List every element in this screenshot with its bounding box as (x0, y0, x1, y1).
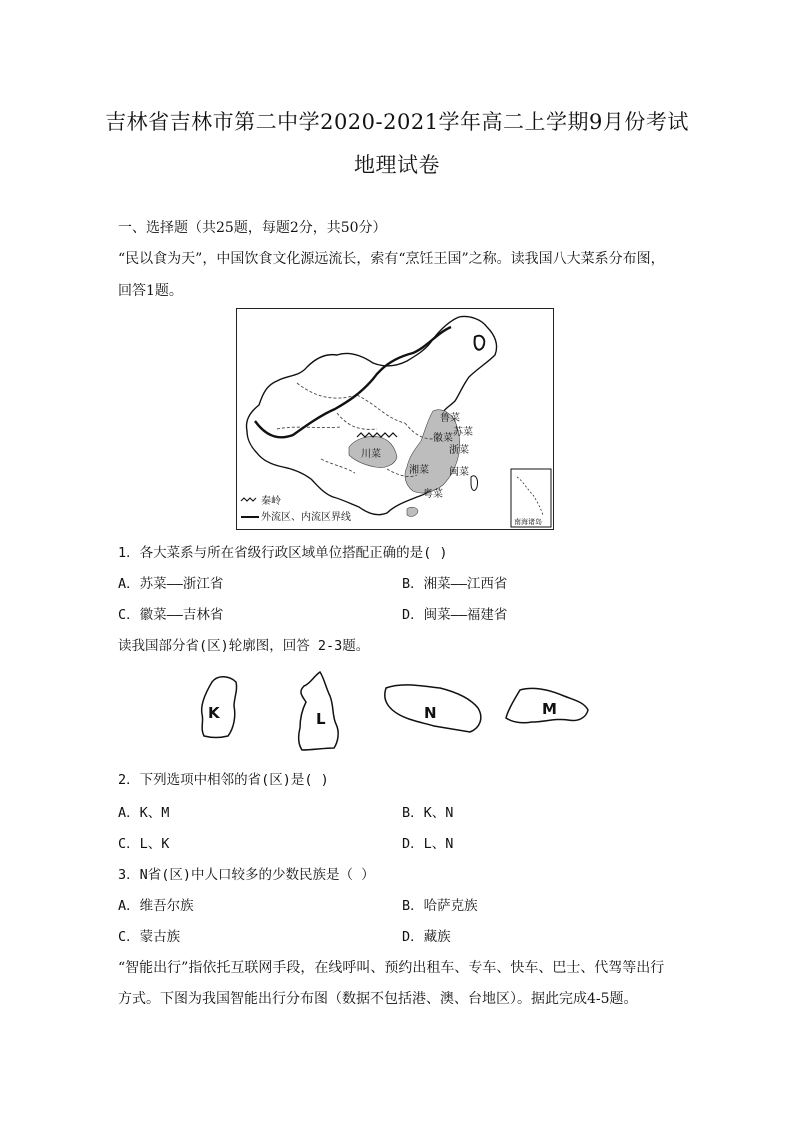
inset-label: 南海诸岛 (514, 518, 542, 526)
q2-option-c[interactable]: C．L、K (118, 836, 170, 852)
shape-label-k: K (208, 704, 220, 722)
q3-option-a[interactable]: A．维吾尔族 (118, 898, 194, 914)
label-yue-cuisine: 粤菜 (423, 489, 443, 500)
shape-label-n: N (424, 704, 437, 722)
exam-subtitle: 地理试卷 (354, 153, 440, 177)
intro3-line2: 方式。下图为我国智能出行分布图（数据不包括港、澳、台地区）。据此完成4-5题。 (118, 991, 638, 1007)
q1-option-b[interactable]: B．湘菜——江西省 (402, 576, 508, 592)
intro-text-line1: “民以食为天”，中国饮食文化源远流长，索有“烹饪王国”之称。读我国八大菜系分布图， (118, 251, 665, 267)
q3-stem: 3．N省(区)中人口较多的少数民族是（ ） (118, 867, 375, 883)
label-chuan-cuisine: 川菜 (361, 449, 381, 460)
northeast-river (475, 336, 485, 350)
intro-text-line2: 回答1题。 (118, 283, 183, 299)
q1-option-a[interactable]: A．苏菜——浙江省 (118, 576, 224, 592)
q2-option-d[interactable]: D．L、N (402, 836, 454, 852)
exam-title: 吉林省吉林市第二中学2020-2021学年高二上学期9月份考试 (105, 110, 689, 134)
label-lu-cuisine: 鲁菜 (440, 413, 460, 424)
q1-option-c[interactable]: C．徽菜——吉林省 (118, 607, 224, 623)
q2-option-a[interactable]: A．K、M (118, 805, 170, 821)
label-xiang-cuisine: 湘菜 (409, 465, 429, 476)
label-zhe-cuisine: 浙菜 (449, 445, 469, 456)
q3-option-d[interactable]: D．藏族 (402, 929, 451, 945)
china-map-svg (237, 309, 553, 529)
drainage-boundary-line (255, 327, 451, 437)
q1-stem: 1．各大菜系与所在省级行政区域单位搭配正确的是( ) (118, 545, 448, 561)
label-min-cuisine: 闽菜 (449, 467, 469, 478)
taiwan-island (471, 476, 478, 491)
legend-qinling-symbol (241, 498, 256, 501)
label-su-cuisine: 苏菜 (453, 427, 473, 438)
province-outlines (190, 666, 600, 756)
shape-label-m: M (542, 700, 557, 718)
section-heading: 一、选择题（共25题，每题2分，共50分） (118, 220, 387, 236)
q2-stem: 2．下列选项中相邻的省(区)是( ) (118, 772, 329, 788)
china-cuisine-map (236, 308, 554, 530)
label-hui-cuisine: 徽菜 (433, 433, 453, 444)
q1-option-d[interactable]: D．闽菜——福建省 (402, 607, 508, 623)
legend-boundary-label: 外流区、内流区界线 (261, 512, 351, 523)
q3-option-c[interactable]: C．蒙古族 (118, 929, 181, 945)
hainan-island (407, 507, 418, 516)
q3-option-b[interactable]: B．哈萨克族 (402, 898, 478, 914)
shape-label-l: L (316, 710, 326, 728)
q2-option-b[interactable]: B．K、N (402, 805, 454, 821)
intro3-line1: “智能出行”指依托互联网手段，在线呼叫、预约出租车、专车、快车、巴士、代驾等出行 (118, 960, 665, 976)
legend-qinling-label: 秦岭 (261, 496, 281, 507)
intro2-text: 读我国部分省(区)轮廓图，回答 2-3题。 (118, 638, 370, 654)
qinling-range (357, 433, 397, 437)
